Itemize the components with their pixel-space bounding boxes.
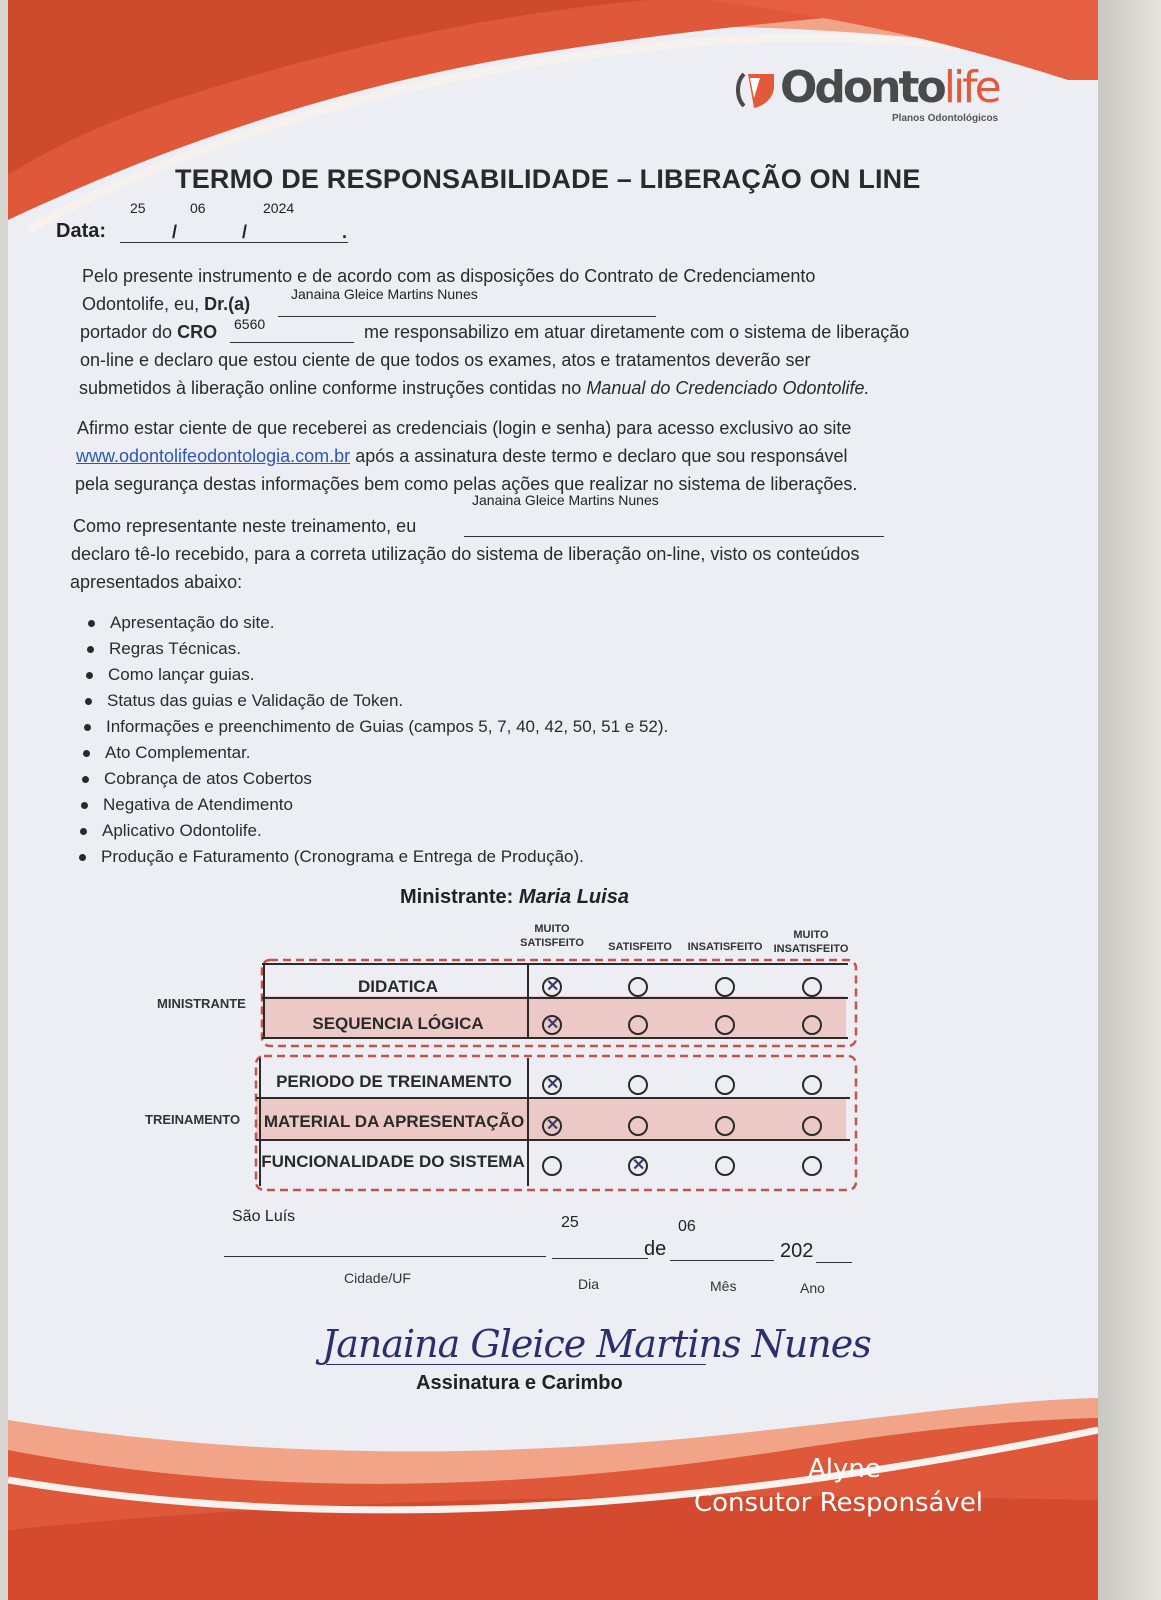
para1-line3-prefix [80, 318, 217, 346]
city-line [224, 1246, 546, 1257]
year-caption: Ano [800, 1280, 825, 1296]
row-label-material-apresentacao: MATERIAL DA APRESENTAÇÃO [263, 1112, 525, 1131]
manual-reference: Manual do Credenciado Odontolife. [586, 378, 870, 398]
logo-wordmark [780, 62, 999, 113]
rating-option[interactable] [802, 1156, 822, 1176]
handwritten-signature: Janaina Gleice Martins Nunes [322, 1322, 871, 1366]
para1-line1: Pelo presente instrumento e de acordo com as disposições do Contrato de Credenciamento [82, 266, 816, 286]
date-end-dot: . [342, 222, 348, 242]
rating-option[interactable] [715, 1075, 735, 1095]
footer-consultant-role: Consutor Responsável [694, 1488, 984, 1518]
day-caption: Dia [578, 1276, 600, 1292]
rating-option[interactable] [628, 1015, 648, 1035]
odontolife-logo-icon [730, 68, 780, 110]
month-caption: Mês [710, 1278, 737, 1294]
topic-item: Status das guias e Validação de Token. [81, 688, 876, 714]
topic-item: Regras Técnicas. [83, 636, 876, 662]
para1-line3-suffix: me responsabilizo em atuar diretamente com o sistema de liberação [364, 322, 910, 342]
rating-option[interactable] [802, 1015, 822, 1035]
month-line [670, 1250, 774, 1261]
date-line [120, 224, 348, 243]
topic-item: Como lançar guias. [82, 662, 876, 688]
website-link[interactable]: www.odontolifeodontologia.com.br [76, 446, 351, 466]
row-label-didatica: DIDATICA [358, 977, 438, 996]
para3-line3: apresentados abaixo: [70, 572, 243, 592]
footer-consultant-name: Alyne [808, 1454, 881, 1484]
date-day-value: 25 [130, 200, 146, 216]
day-line [552, 1248, 648, 1259]
background-edge [1098, 0, 1161, 1600]
group-label-treinamento: TREINAMENTO [145, 1112, 241, 1127]
col-header-satisfeito: SATISFEITO [608, 941, 672, 953]
para2-line3: pela segurança destas informações bem como pelas ações que realizar no sistema de liberações. [75, 474, 858, 494]
topic-item: Apresentação do site. [84, 610, 876, 636]
rating-option[interactable] [715, 1156, 735, 1176]
topics-list [76, 610, 876, 870]
cro-line [230, 328, 354, 343]
col-header-muito-insatisfeito: MUITO INSATISFEITO [773, 929, 849, 955]
logo-subtitle: Planos Odontológicos [892, 113, 999, 124]
date-connector: de [644, 1238, 667, 1260]
year-prefix: 202 [780, 1240, 814, 1262]
rating-option[interactable] [802, 977, 822, 997]
topic-item: Ato Complementar. [79, 740, 876, 766]
instructor-label: Ministrante: [400, 886, 514, 908]
selected-mark: ✕ [546, 1016, 560, 1033]
row-label-periodo-treinamento: PERIODO DE TREINAMENTO [276, 1072, 512, 1091]
col-header-insatisfeito: INSATISFEITO [687, 941, 763, 953]
para1-line5 [79, 374, 870, 402]
group-label-ministrante: MINISTRANTE [157, 996, 246, 1011]
document-title: TERMO DE RESPONSABILIDADE – LIBERAÇÃO ON LINE [175, 164, 921, 194]
para2-line2-suffix: após a assinatura deste termo e declaro que sou responsável [355, 446, 848, 466]
col-header-muito-satisfeito: MUITO SATISFEITO [520, 923, 584, 949]
signature-caption: Assinatura e Carimbo [416, 1372, 623, 1394]
dentist-name-value: Janaina Gleice Martins Nunes [291, 286, 478, 302]
para1-line4: on-line e declaro que estou ciente de que todos os exames, atos e tratamentos deverão ser [80, 350, 811, 370]
sign-day-value: 25 [561, 1214, 579, 1231]
instructor-name: Maria Luisa [518, 886, 629, 908]
date-separator-2: / [242, 222, 248, 242]
row-label-funcionalidade-sistema: FUNCIONALIDADE DO SISTEMA [261, 1152, 525, 1171]
cro-number-value: 6560 [234, 316, 266, 332]
selected-mark: ✕ [632, 1157, 646, 1174]
logo-main-text: Odonto [780, 62, 944, 113]
rating-option[interactable] [628, 1075, 648, 1095]
instructor-line [400, 886, 629, 909]
dentist-name-line [278, 300, 656, 317]
selected-mark: ✕ [546, 1117, 560, 1134]
city-value: São Luís [232, 1208, 296, 1225]
date-year-value: 2024 [263, 200, 295, 216]
selected-mark: ✕ [546, 1076, 560, 1093]
representative-name-line [464, 522, 884, 537]
document-page [8, 0, 1098, 1600]
cro-prefix-text: portador do [80, 322, 173, 342]
rating-option[interactable] [628, 977, 648, 997]
para1-line5-prefix: submetidos à liberação online conforme instruções contidas no [79, 378, 582, 398]
topic-item: Aplicativo Odontolife. [76, 818, 876, 844]
rating-option[interactable] [715, 1116, 735, 1136]
year-line [816, 1252, 852, 1263]
cro-label: CRO [177, 322, 218, 342]
selected-mark: ✕ [546, 978, 560, 995]
rating-option[interactable] [802, 1075, 822, 1095]
rating-option[interactable] [715, 1015, 735, 1035]
topic-item: Negativa de Atendimento [77, 792, 876, 818]
city-caption: Cidade/UF [344, 1270, 411, 1286]
rating-option[interactable] [715, 977, 735, 997]
topic-item: Informações e preenchimento de Guias (campos 5, 7, 40, 42, 50, 51 e 52). [80, 714, 876, 740]
date-month-value: 06 [190, 200, 206, 216]
dr-label: Dr.(a) [204, 294, 251, 314]
topic-item: Produção e Faturamento (Cronograma e Entrega de Produção). [75, 844, 876, 870]
topic-item: Cobrança de atos Cobertos [78, 766, 876, 792]
rating-option[interactable] [802, 1116, 822, 1136]
para3-line1: Como representante neste treinamento, eu [73, 516, 417, 536]
para3-line2: declaro tê-lo recebido, para a correta utilização do sistema de liberação on-line, visto os conteúdos [71, 544, 860, 564]
row-label-sequencia-logica: SEQUENCIA LÓGICA [312, 1014, 484, 1033]
signature-line [326, 1350, 706, 1365]
rating-option[interactable] [542, 1156, 562, 1176]
para1-line2 [82, 290, 250, 318]
date-label: Data: [56, 220, 107, 242]
para2-line1: Afirmo estar ciente de que receberei as credenciais (login e senha) para acesso exclusivo ao site [77, 418, 852, 438]
rating-option[interactable] [628, 1116, 648, 1136]
para2-line2 [76, 442, 848, 470]
date-separator-1: / [172, 222, 178, 242]
logo-accent-text: life [943, 62, 999, 113]
sign-month-value: 06 [678, 1218, 696, 1235]
representative-name-value: Janaina Gleice Martins Nunes [472, 492, 659, 508]
para1-line2-prefix: Odontolife, eu, [82, 294, 200, 314]
